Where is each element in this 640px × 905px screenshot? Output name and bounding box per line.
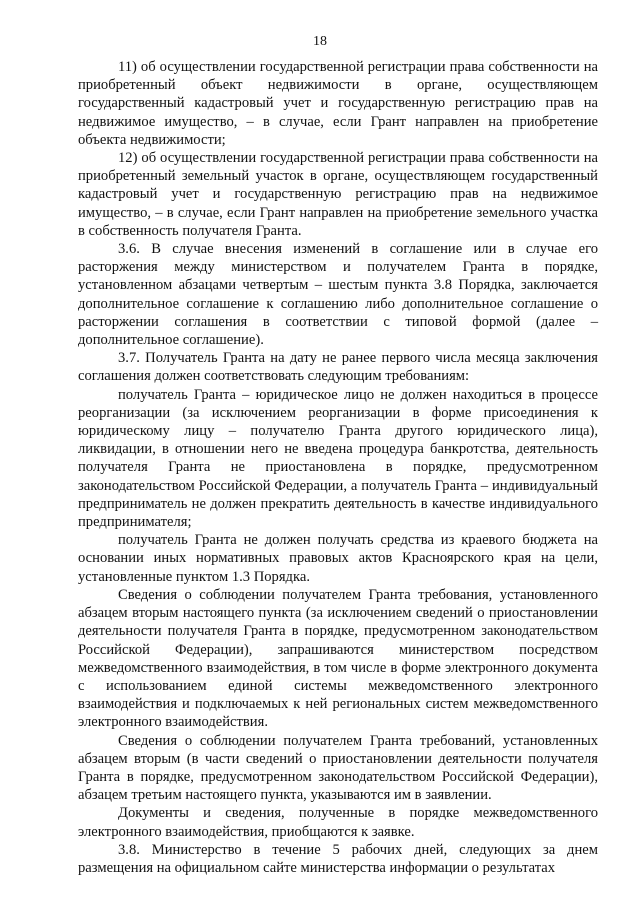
requirement-budget-funds: получатель Гранта не должен получать средства из краевого бюджета на основании иных нормативных правовых актов Красноярского края на цели, установленные пунктом 1.3 Порядка. — [78, 532, 598, 585]
paragraph-3-7: 3.7. Получатель Гранта на дату не ранее первого числа месяца заключения соглашения должен соответствовать следующим требованиям: — [78, 350, 598, 385]
paragraph-3-8: 3.8. Министерство в течение 5 рабочих дней, следующих за днем размещения на официальном сайте министерства информации о результатах — [78, 841, 598, 876]
paragraph-12: 12) об осуществлении государственной регистрации права собственности на приобретенный земельный участок в органе, осуществляющем государственный кадастровый учет и государственную регистрацию прав на недвижимое имущество, – в случае, если Грант направлен на приобретение земельного участка в собственность получателя Гранта. — [78, 150, 598, 239]
paragraph-3-6: 3.6. В случае внесения изменений в соглашение или в случае его расторжения между министерством и получателем Гранта в порядке, установленном абзацами четвертым – шестым пункта 3.8 Порядка, заключается дополнительное соглашение к соглашению либо дополнительное соглашение о расторжении соглашения в соответствии с типовой формой (далее – дополнительное соглашение). — [78, 241, 598, 349]
paragraph-application-statement: Сведения о соблюдении получателем Гранта требований, установленных абзацем вторым (в части сведений о приостановлении деятельности получателя Гранта в порядке, предусмотренном законодательством Российской Федерации), абзацем третьим настоящего пункта, указываются им в заявлении. — [78, 732, 598, 804]
paragraph-11: 11) об осуществлении государственной регистрации права собственности на приобретенный объект недвижимости в органе, осуществляющем государственный кадастровый учет и государственную регистрацию прав на недвижимое имущество, – в случае, если Грант направлен на приобретение объекта недвижимости; — [78, 59, 598, 148]
paragraph-interagency-request: Сведения о соблюдении получателем Гранта требования, установленного абзацем вторым настоящего пункта (за исключением сведений о приостановлении деятельности получателя Гранта в порядке, предусмотренном законодательством Российской Федерации), запрашиваются министерством посредством межведомственного взаимодействия, в том числе в форме электронного документа с использованием единой системы межведомственного электронного взаимодействия и подключаемых к ней региональных систем межведомственного электронного взаимодействия. — [78, 586, 598, 731]
paragraph-documents-attached: Документы и сведения, полученные в порядке межведомственного электронного взаимодействия, приобщаются к заявке. — [78, 805, 598, 840]
requirement-reorganization: получатель Гранта – юридическое лицо не должен находиться в процессе реорганизации (за исключением реорганизации в форме присоединения к юридическому лицу – получателю Гранта другого юридического лица), ликвидации, в отношении него не введена процедура банкротства, деятельность получателя Гранта не приостановлена в порядке, предусмотренном законодательством Российской Федерации, а получатель Гранта – индивидуальный предприниматель не должен прекратить деятельность в качестве индивидуального предпринимателя; — [78, 386, 598, 531]
page-number: 18 — [313, 34, 327, 49]
document-body — [78, 58, 598, 877]
